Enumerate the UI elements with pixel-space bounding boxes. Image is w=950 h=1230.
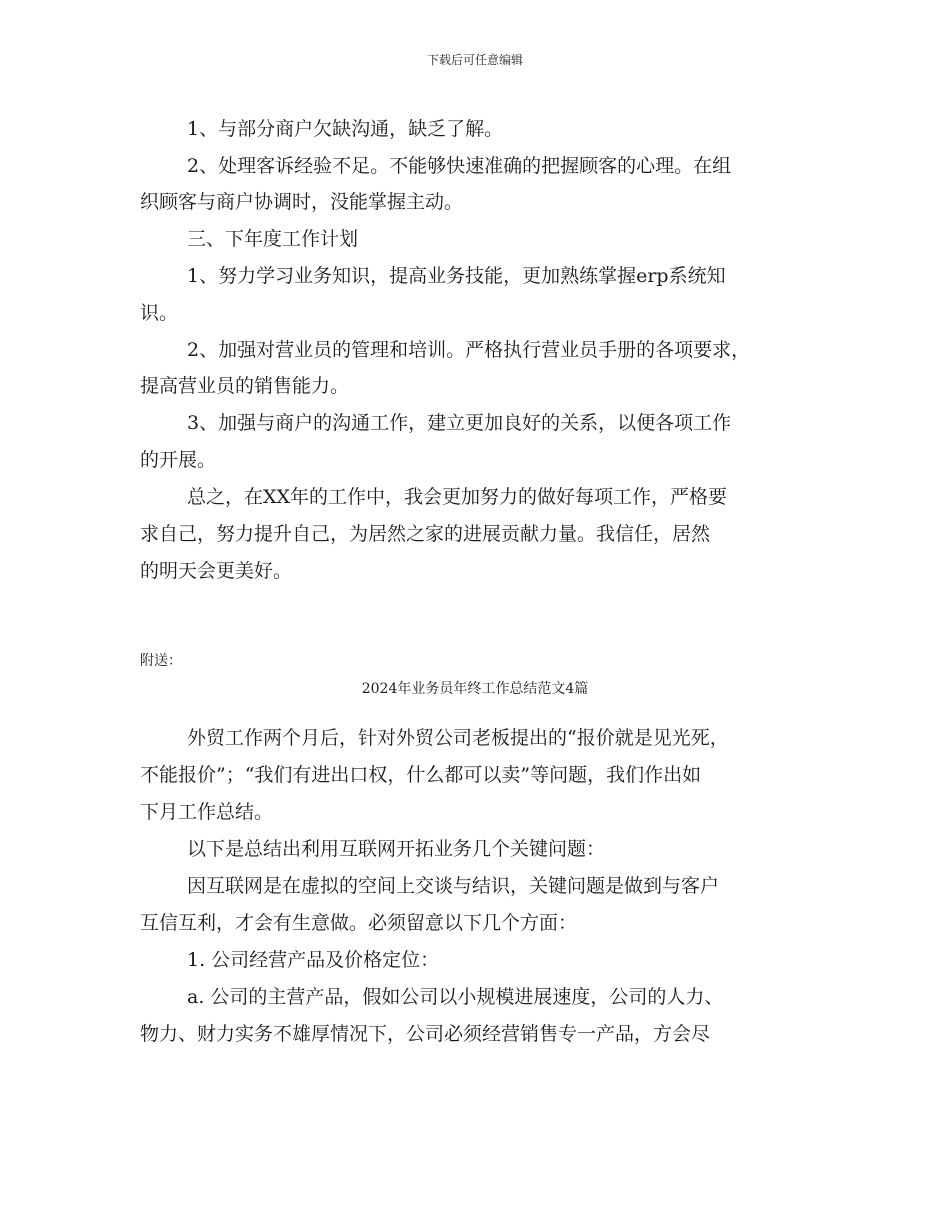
page-header: 下载后可任意编辑 bbox=[426, 53, 523, 67]
paragraph-line: 提高营业员的销售能力。 bbox=[140, 375, 350, 397]
paragraph-line: 外贸工作两个月后，针对外贸公司老板提出的“报价就是见光死， bbox=[187, 727, 729, 749]
paragraph-line: 2、加强对营业员的管理和培训。严格执行营业员手册的各项要求， bbox=[187, 339, 751, 361]
paragraph-line: 因互联网是在虚拟的空间上交谈与结识，关键问题是做到与客户 bbox=[187, 875, 720, 897]
paragraph-line: 物力、财力实务不雄厚情况下，公司必须经营销售专一产品，方会尽 bbox=[140, 1023, 711, 1045]
appendix-label: 附送： bbox=[140, 653, 182, 669]
paragraph-line: a. 公司的主营产品，假如公司以小规模进展速度，公司的人力、 bbox=[187, 986, 724, 1008]
paragraph-line: 识。 bbox=[140, 302, 179, 324]
paragraph-line: 的明天会更美好。 bbox=[140, 560, 293, 582]
section-heading: 三、下年度工作计划 bbox=[187, 228, 359, 250]
paragraph-line: 2、处理客诉经验不足。不能够快速准确的把握顾客的心理。在组 bbox=[187, 155, 732, 177]
paragraph-line: 1、努力学习业务知识，提高业务技能，更加熟练掌握erp系统知 bbox=[187, 265, 726, 287]
paragraph-line: 3、加强与商户的沟通工作，建立更加良好的关系，以便各项工作 bbox=[187, 412, 732, 434]
paragraph-line: 1. 公司经营产品及价格定位： bbox=[187, 949, 440, 971]
paragraph-line: 互信互利，才会有生意做。必须留意以下几个方面： bbox=[140, 912, 578, 934]
paragraph-line: 以下是总结出利用互联网开拓业务几个关键问题： bbox=[187, 838, 606, 860]
paragraph-line: 织顾客与商户协调时，没能掌握主动。 bbox=[140, 191, 464, 213]
paragraph-line: 不能报价”；“我们有进出口权，什么都可以卖”等问题，我们作出如 bbox=[140, 764, 702, 786]
article-title: 2024年业务员年终工作总结范文4篇 bbox=[361, 681, 589, 697]
paragraph-line: 的开展。 bbox=[140, 449, 217, 471]
paragraph-line: 下月工作总结。 bbox=[140, 801, 274, 823]
paragraph-line: 总之，在XX年的工作中，我会更加努力的做好每项工作，严格要 bbox=[187, 486, 728, 508]
paragraph-line: 1、与部分商户欠缺沟通，缺乏了解。 bbox=[187, 118, 504, 140]
paragraph-line: 求自己，努力提升自己，为居然之家的进展贡献力量。我信任，居然 bbox=[140, 523, 711, 545]
